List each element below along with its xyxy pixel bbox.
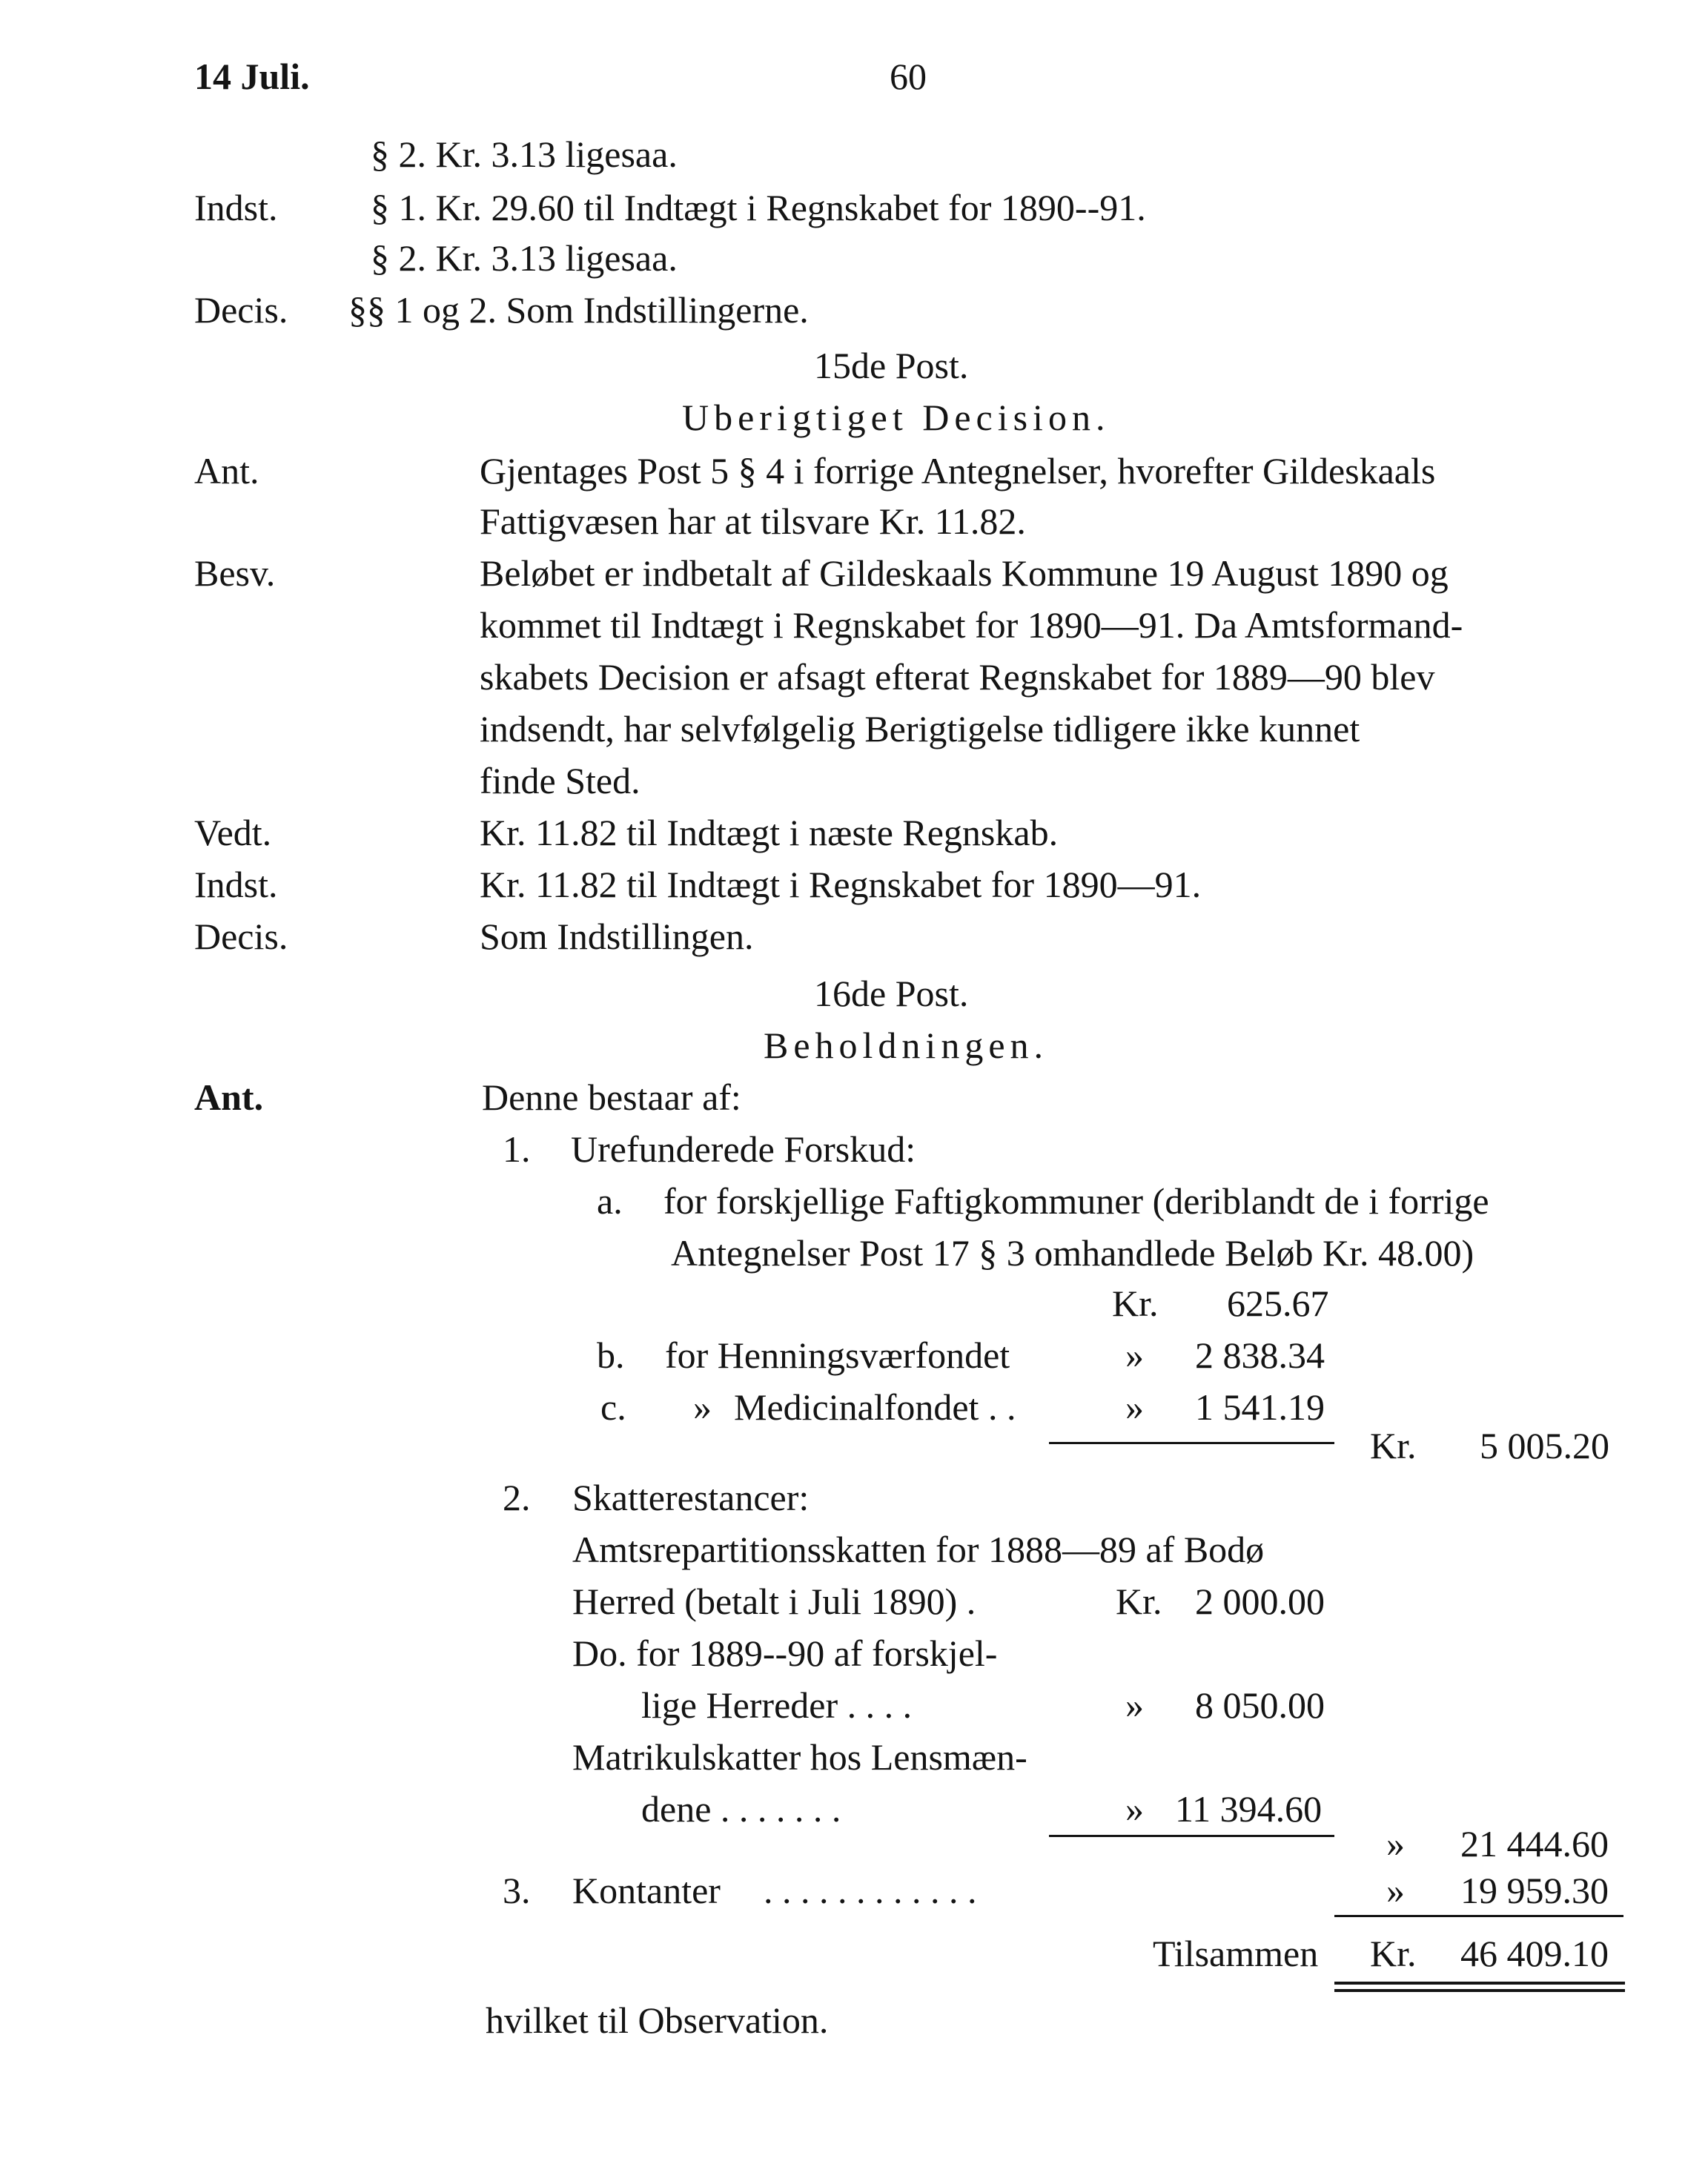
post16-subheading: Beholdningen. (764, 1025, 1049, 1066)
item2-line-6-ditto: » (1125, 1788, 1144, 1830)
item2-line-6-amount: 11 394.60 (1175, 1788, 1323, 1830)
item2-line-3: Do. for 1889--90 af forskjel- (572, 1632, 998, 1674)
item2-line-1: Amtsrepartitionsskatten for 1888—89 af Bodø (572, 1529, 1265, 1570)
item1-total-currency: Kr. (1370, 1425, 1417, 1466)
grand-total-label: Tilsammen (1153, 1933, 1319, 1974)
item1c-text: Medicinalfondet . . (734, 1386, 1016, 1428)
item1b-text: for Henningsværfondet (665, 1334, 1010, 1376)
post15-besv-line-2: kommet til Indtægt i Regnskabet for 1890—91. Da Amtsformand- (480, 604, 1463, 646)
grand-total-double-rule-1 (1334, 1982, 1625, 1985)
sec14-line-4: §§ 1 og 2. Som Indstillingerne. (348, 289, 809, 331)
item2-number: 2. (503, 1477, 531, 1518)
item2-subtotal-rule (1049, 1835, 1334, 1837)
item2-line-4: lige Herreder . . . . (641, 1684, 913, 1726)
post15-ant-line-2: Fattigvæsen har at tilsvare Kr. 11.82. (480, 500, 1026, 542)
post15-heading: 15de Post. (814, 345, 969, 386)
item2-line-2-currency: Kr. (1116, 1581, 1162, 1622)
post15-besv-line-3: skabets Decision er afsagt efterat Regnskabet for 1889—90 blev (480, 656, 1435, 698)
item1c-amount: 1 541.19 (1195, 1386, 1325, 1428)
item2-total-ditto: » (1386, 1823, 1405, 1864)
post15-besv-label: Besv. (194, 552, 276, 594)
post15-vedt-label: Vedt. (194, 812, 272, 853)
item1-subtotal-rule (1049, 1442, 1334, 1444)
item1a-currency: Kr. (1112, 1283, 1159, 1324)
sec14-line-2: § 1. Kr. 29.60 til Indtægt i Regnskabet for 1890--91. (371, 187, 1146, 228)
item2-line-5: Matrikulskatter hos Lensmæn- (572, 1736, 1027, 1778)
item2-total: 21 444.60 (1460, 1823, 1609, 1864)
item1c-ditto-2: » (1125, 1386, 1144, 1428)
item3-title: Kontanter (572, 1870, 721, 1911)
page-number: 60 (890, 56, 927, 97)
item1-title: Urefunderede Forskud: (571, 1128, 916, 1170)
post15-indst-label: Indst. (194, 864, 278, 905)
post16-heading: 16de Post. (814, 973, 969, 1014)
sec14-line-3: § 2. Kr. 3.13 ligesaa. (371, 237, 678, 279)
item1b-ditto: » (1125, 1334, 1144, 1376)
post15-besv-line-5: finde Sted. (480, 760, 640, 801)
post15-vedt-text: Kr. 11.82 til Indtægt i næste Regnskab. (480, 812, 1059, 853)
item2-line-2: Herred (betalt i Juli 1890) . (572, 1581, 976, 1622)
item1c-letter: c. (600, 1386, 626, 1428)
item1-number: 1. (503, 1128, 531, 1170)
item3-leaders: . . . . . . . . . . . . (764, 1870, 977, 1911)
item3-amount: 19 959.30 (1460, 1870, 1609, 1911)
grand-total-amount: 46 409.10 (1460, 1933, 1609, 1974)
post15-decis-label: Decis. (194, 916, 288, 957)
sec14-line-1: § 2. Kr. 3.13 ligesaa. (371, 133, 678, 175)
item3-ditto: » (1386, 1870, 1405, 1911)
item2-title: Skatterestancer: (572, 1477, 810, 1518)
item1-total: 5 005.20 (1480, 1425, 1609, 1466)
post15-besv-line-4: indsendt, har selvfølgelig Berigtigelse tidligere ikke kunnet (480, 708, 1360, 750)
item1a-letter: a. (597, 1180, 623, 1222)
item2-line-2-amount: 2 000.00 (1195, 1581, 1325, 1622)
post16-ant-label: Ant. (194, 1076, 264, 1118)
post15-decis-text: Som Indstillingen. (480, 916, 754, 957)
item3-number: 3. (503, 1870, 531, 1911)
post15-besv-line-1: Beløbet er indbetalt af Gildeskaals Kommune 19 August 1890 og (480, 552, 1449, 594)
item1a-line-1: for forskjellige Faftigkommuner (deriblandt de i forrige (663, 1180, 1489, 1222)
item1a-amount: 625.67 (1227, 1283, 1329, 1324)
grand-total-currency: Kr. (1370, 1933, 1417, 1974)
item1c-ditto-1: » (693, 1386, 712, 1428)
grand-total-double-rule-2 (1334, 1989, 1625, 1992)
item1a-line-2: Antegnelser Post 17 § 3 omhandlede Beløb Kr. 48.00) (671, 1232, 1474, 1274)
post15-indst-text: Kr. 11.82 til Indtægt i Regnskabet for 1890—91. (480, 864, 1202, 905)
grand-total-rule (1334, 1915, 1623, 1917)
item2-line-4-ditto: » (1125, 1684, 1144, 1726)
post15-subheading: Uberigtiget Decision. (682, 397, 1110, 438)
post15-ant-line-1: Gjentages Post 5 § 4 i forrige Antegnelser, hvorefter Gildeskaals (480, 450, 1436, 492)
post16-intro: Denne bestaar af: (482, 1076, 741, 1118)
item2-line-4-amount: 8 050.00 (1195, 1684, 1325, 1726)
item1b-letter: b. (597, 1334, 625, 1376)
closing-note: hvilket til Observation. (486, 1999, 829, 2041)
post15-ant-label: Ant. (194, 450, 259, 492)
sec14-decis-label: Decis. (194, 289, 288, 331)
item2-line-6: dene . . . . . . . (641, 1788, 841, 1830)
item1b-amount: 2 838.34 (1195, 1334, 1325, 1376)
sec14-indst-label: Indst. (194, 187, 278, 228)
header-date: 14 Juli. (194, 56, 310, 97)
